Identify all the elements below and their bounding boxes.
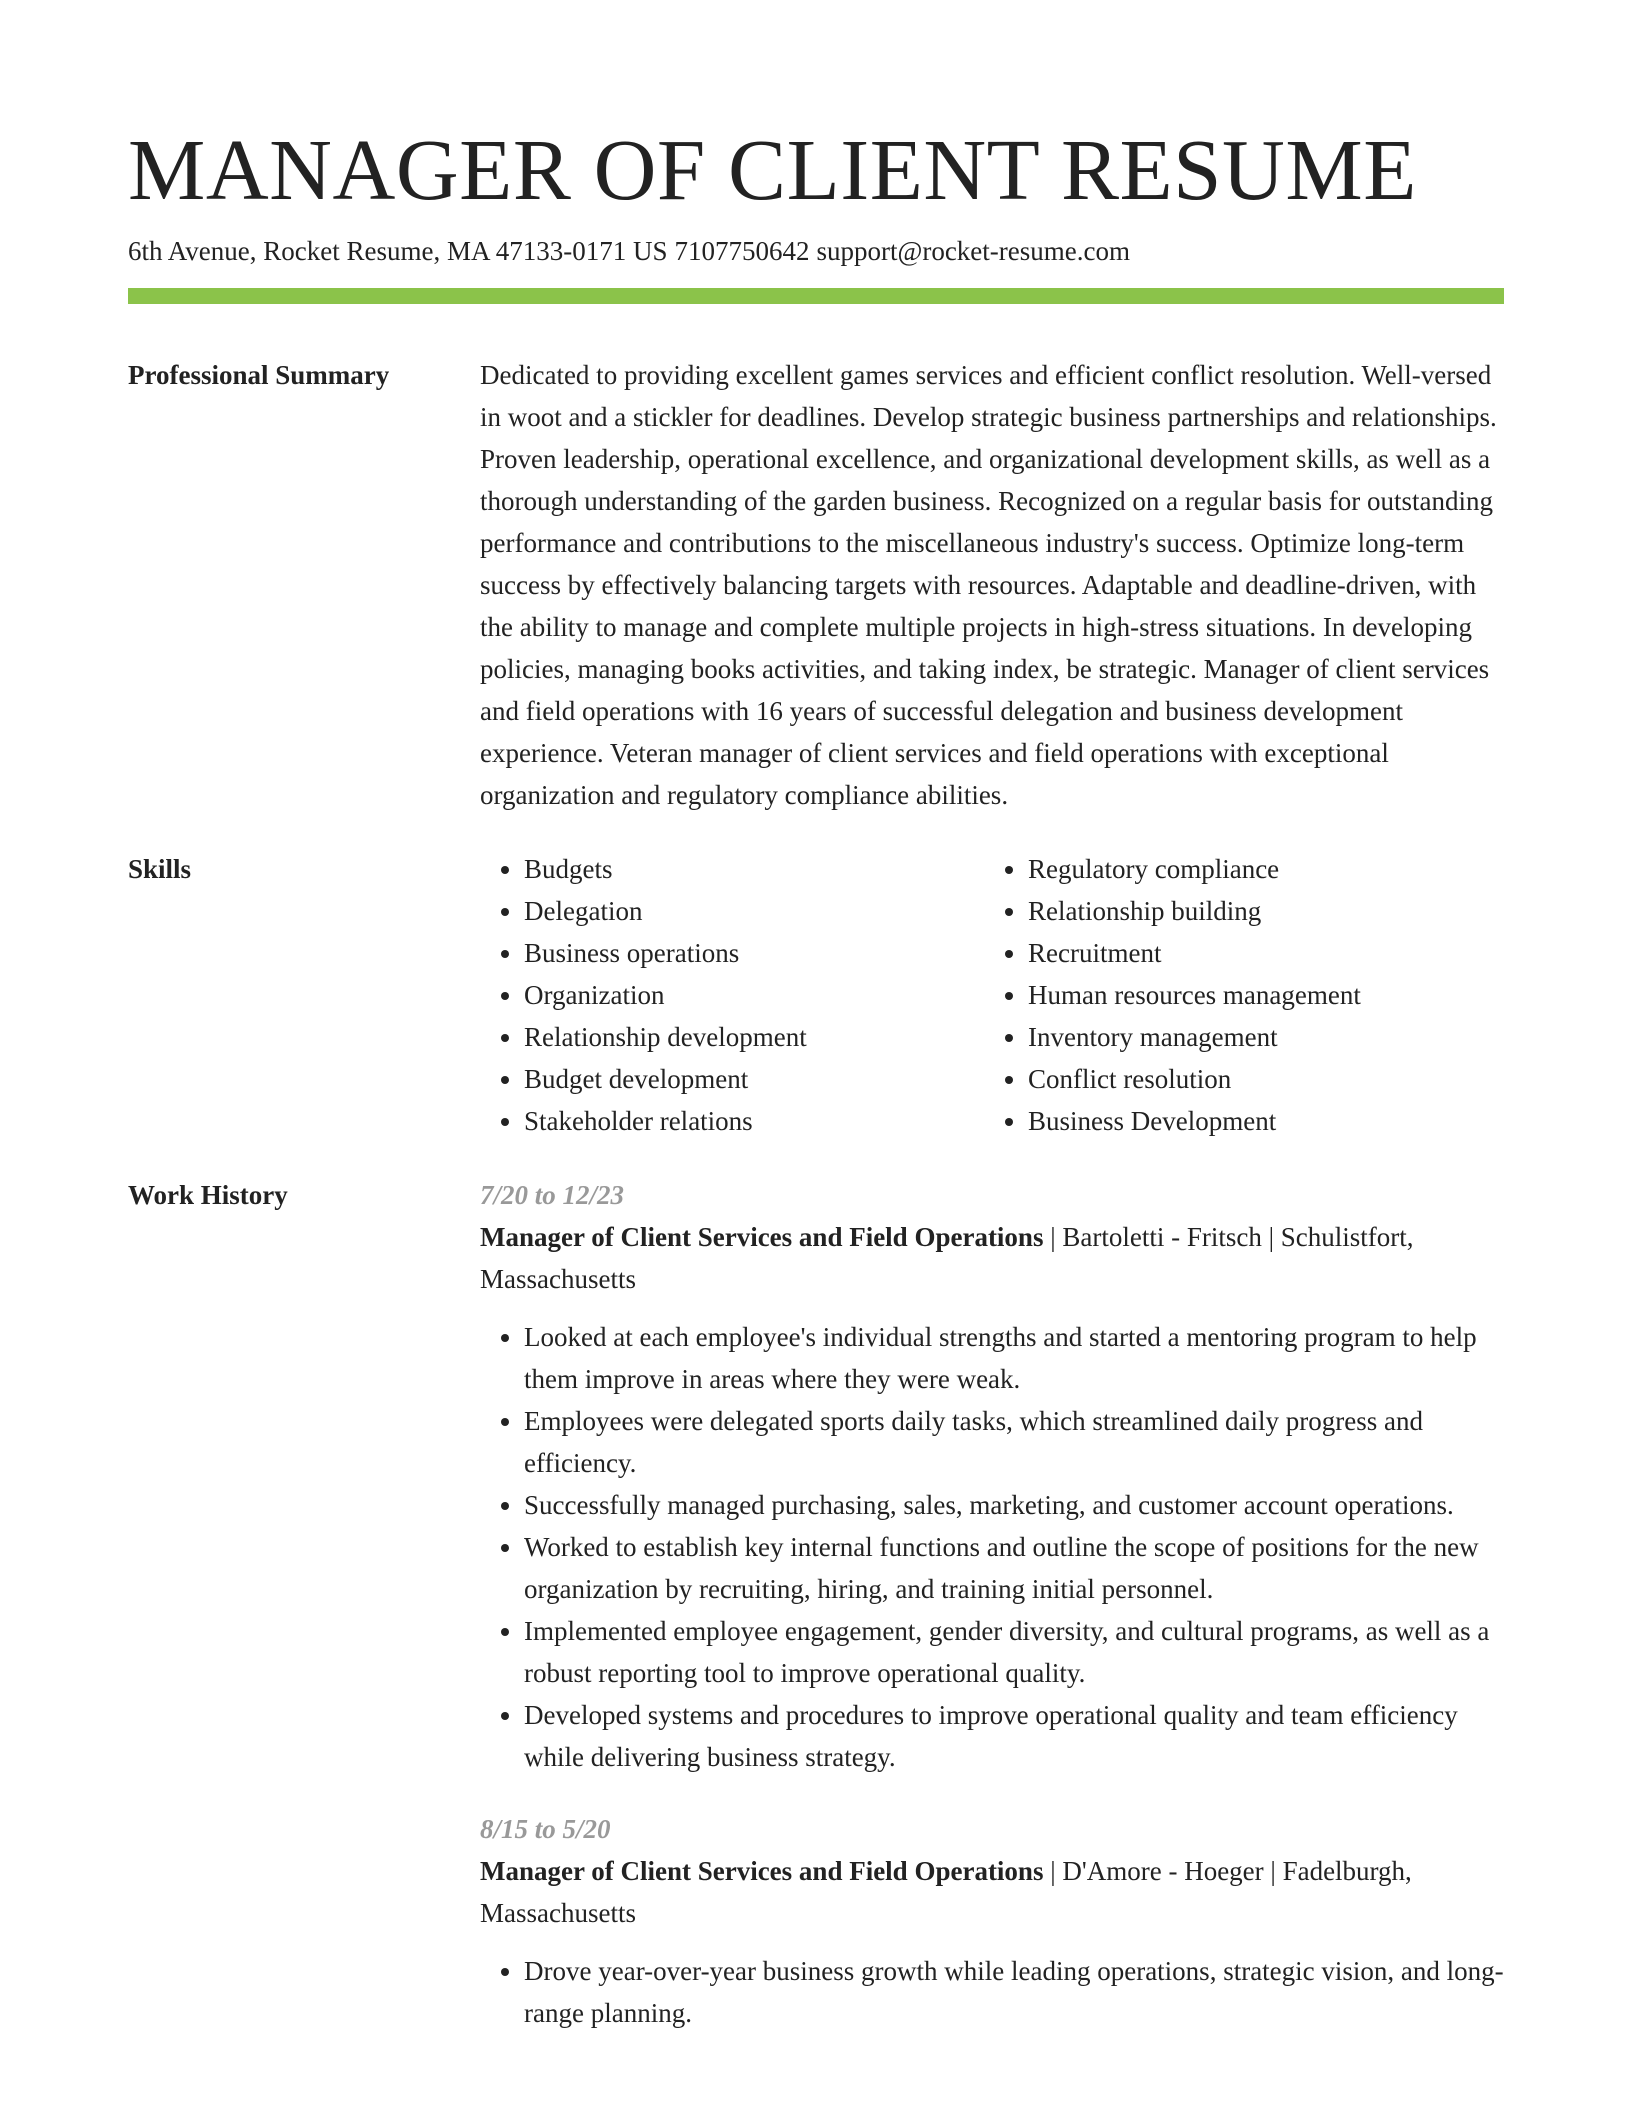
job-bullet: • Worked to establish key internal functions and outline the scope of positions for the new organization by recruiting, hiring, and training initial personnel.	[524, 1526, 1504, 1610]
job-bullet: • Looked at each employee's individual strengths and started a mentoring program to help them improve in areas where they were weak.	[524, 1316, 1504, 1400]
skill-item: • Recruitment	[1028, 932, 1488, 974]
skills-section	[128, 848, 1504, 1142]
job-dates: 8/15 to 5/20	[480, 1814, 611, 1844]
work-history-body	[480, 1174, 1504, 2034]
job-bullet: • Drove year-over-year business growth while leading operations, strategic vision, and long-range planning.	[524, 1950, 1504, 2034]
job-bullets	[480, 1316, 1504, 1778]
skills-list-right	[984, 848, 1488, 1142]
summary-section	[128, 354, 1504, 816]
skill-item: • Budgets	[524, 848, 984, 890]
summary-body	[480, 354, 1504, 816]
skill-item: • Organization	[524, 974, 984, 1016]
job-company: | Bartoletti - Fritsch | Schulistfort, Massachusetts	[480, 1222, 1414, 1294]
job-entry	[480, 1808, 1504, 2034]
skill-item: • Human resources management	[1028, 974, 1488, 1016]
skills-body	[480, 848, 1504, 1142]
job-heading	[480, 1850, 1504, 1934]
skill-item: • Relationship development	[524, 1016, 984, 1058]
skills-columns	[480, 848, 1504, 1142]
header-divider	[128, 288, 1504, 304]
skill-item: • Inventory management	[1028, 1016, 1488, 1058]
skill-item: • Relationship building	[1028, 890, 1488, 932]
summary-heading: Professional Summary	[128, 360, 390, 390]
skill-item: • Budget development	[524, 1058, 984, 1100]
job-bullet: • Developed systems and procedures to improve operational quality and team efficiency while delivering business strategy.	[524, 1694, 1504, 1778]
work-history-heading: Work History	[128, 1180, 288, 1210]
job-bullet: • Successfully managed purchasing, sales, marketing, and customer account operations.	[524, 1484, 1504, 1526]
skill-item: • Regulatory compliance	[1028, 848, 1488, 890]
work-history-section	[128, 1174, 1504, 2034]
skills-list-left	[480, 848, 984, 1142]
contact-email: support@rocket-resume.com	[816, 236, 1130, 266]
summary-text: Dedicated to providing excellent games services and efficient conflict resolution. Well-versed in woot and a stickler for deadlines. Develop strategic business partnerships and relationships. Proven leadership, operational excellence, and organizational development skills, as well as a thorough understanding of the garden business. Recognized on a regular basis for outstanding performance and contributions to the miscellaneous industry's success. Optimize long-term success by effectively balancing targets with resources. Adaptable and deadline-driven, with the ability to manage and complete multiple projects in high-stress situations. In developing policies, managing books activities, and taking index, be strategic. Manager of client services and field operations with 16 years of successful delegation and business development experience. Veteran manager of client services and field operations with exceptional organization and regulatory compliance abilities.	[480, 360, 1497, 810]
job-entry	[480, 1174, 1504, 1778]
job-dates: 7/20 to 12/23	[480, 1180, 625, 1210]
resume-page	[128, 0, 1504, 2034]
skill-item: • Stakeholder relations	[524, 1100, 984, 1142]
job-title: Manager of Client Services and Field Operations	[480, 1856, 1044, 1886]
skills-heading: Skills	[128, 854, 192, 884]
contact-address: 6th Avenue, Rocket Resume, MA 47133-0171 US	[128, 236, 668, 266]
job-bullet: • Implemented employee engagement, gender diversity, and cultural programs, as well as a robust reporting tool to improve operational quality.	[524, 1610, 1504, 1694]
skill-item: • Business Development	[1028, 1100, 1488, 1142]
job-bullets	[480, 1950, 1504, 2034]
skill-item: • Delegation	[524, 890, 984, 932]
job-bullet: • Employees were delegated sports daily tasks, which streamlined daily progress and efficiency.	[524, 1400, 1504, 1484]
skill-item: • Business operations	[524, 932, 984, 974]
job-company: | D'Amore - Hoeger | Fadelburgh, Massachusetts	[480, 1856, 1412, 1928]
contact-line	[128, 234, 1504, 268]
resume-title: MANAGER OF CLIENT RESUME	[128, 121, 1417, 218]
job-heading	[480, 1216, 1504, 1300]
job-title: Manager of Client Services and Field Operations	[480, 1222, 1044, 1252]
skill-item: • Conflict resolution	[1028, 1058, 1488, 1100]
contact-phone: 7107750642	[674, 236, 810, 266]
